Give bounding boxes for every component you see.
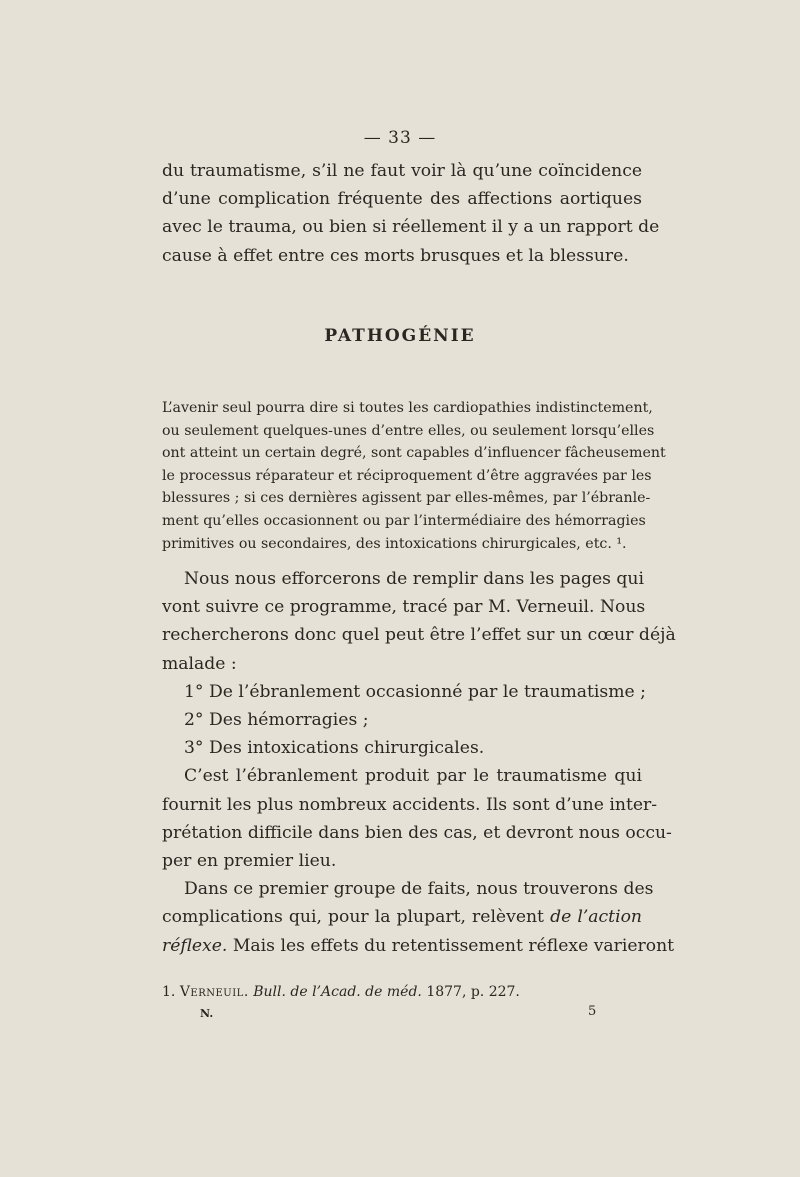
text-line: Dans ce premier groupe de faits, nous trouverons des bbox=[184, 879, 654, 900]
text-line bbox=[162, 903, 642, 931]
text-line: cause à effet entre ces morts brusques et la blessure. bbox=[162, 245, 629, 266]
page-number: — 33 — bbox=[363, 128, 437, 148]
quote-line: ment qu’elles occasionnent ou par l’intermédiaire des hémorragies bbox=[162, 512, 646, 529]
text-line bbox=[162, 932, 675, 960]
list-item: 2° Des hémorragies ; bbox=[184, 710, 369, 731]
quotation-block bbox=[162, 397, 666, 555]
quote-line: primitives ou secondaires, des intoxications chirurgicales, etc. ¹. bbox=[162, 535, 627, 552]
sheet-number: 5 bbox=[588, 1004, 597, 1019]
text-line: d’une complication fréquente des affections aortiques bbox=[162, 189, 642, 210]
text-line: Nous nous efforcerons de remplir dans les pages qui bbox=[184, 569, 645, 589]
footnote bbox=[162, 983, 520, 1001]
list-item: 3° Des intoxications chirurgicales. bbox=[184, 738, 485, 759]
list-item: 1° De l’ébranlement occasionné par le traumatisme ; bbox=[184, 681, 646, 702]
footnote-author: Verneuil. bbox=[179, 984, 249, 1000]
text-line: du traumatisme, s’il ne faut voir là qu’une coïncidence bbox=[162, 161, 642, 181]
text-line: per en premier lieu. bbox=[162, 851, 337, 872]
text-line: C’est l’ébranlement produit par le traumatisme qui bbox=[184, 766, 642, 787]
section-heading: PATHOGÉNIE bbox=[324, 326, 476, 346]
printer-signature: N. bbox=[200, 1007, 214, 1020]
quote-line: ont atteint un certain degré, sont capables d’influencer fâcheusement bbox=[162, 445, 666, 462]
paragraph-continuation bbox=[162, 157, 660, 270]
text-line: avec le trauma, ou bien si réellement il y a un rapport de bbox=[162, 217, 660, 238]
text-run: complications qui, pour la plupart, relèvent bbox=[162, 907, 544, 928]
paragraph-main bbox=[162, 565, 676, 960]
quote-line: L’avenir seul pourra dire si toutes les cardiopathies indistinctement, bbox=[162, 400, 653, 416]
text-line: malade : bbox=[162, 653, 237, 674]
text-line: prétation difficile dans bien des cas, et devront nous occu- bbox=[162, 822, 672, 843]
footnote-number: 1. bbox=[162, 984, 176, 1000]
text-line: rechercherons donc quel peut être l’effet sur un cœur déjà bbox=[162, 625, 676, 646]
quote-line: ou seulement quelques-unes d’entre elles, ou seulement lorsqu’elles bbox=[162, 422, 655, 439]
italic-run: de l’action bbox=[550, 907, 642, 928]
text-run: Mais les effets du retentissement réflexe varieront bbox=[232, 935, 675, 956]
footnote-reference: 1877, p. 227. bbox=[426, 984, 520, 1000]
quote-line: blessures ; si ces dernières agissent par elles-mêmes, par l’ébranle- bbox=[162, 490, 651, 507]
italic-run: réflexe. bbox=[162, 935, 228, 956]
quote-line: le processus réparateur et réciproquement d’être aggravées par les bbox=[162, 467, 652, 484]
footnote-source: Bull. de l’Acad. de méd. bbox=[253, 984, 422, 1000]
text-line: vont suivre ce programme, tracé par M. Verneuil. Nous bbox=[162, 597, 646, 618]
text-line: fournit les plus nombreux accidents. Ils sont d’une inter- bbox=[162, 794, 658, 815]
